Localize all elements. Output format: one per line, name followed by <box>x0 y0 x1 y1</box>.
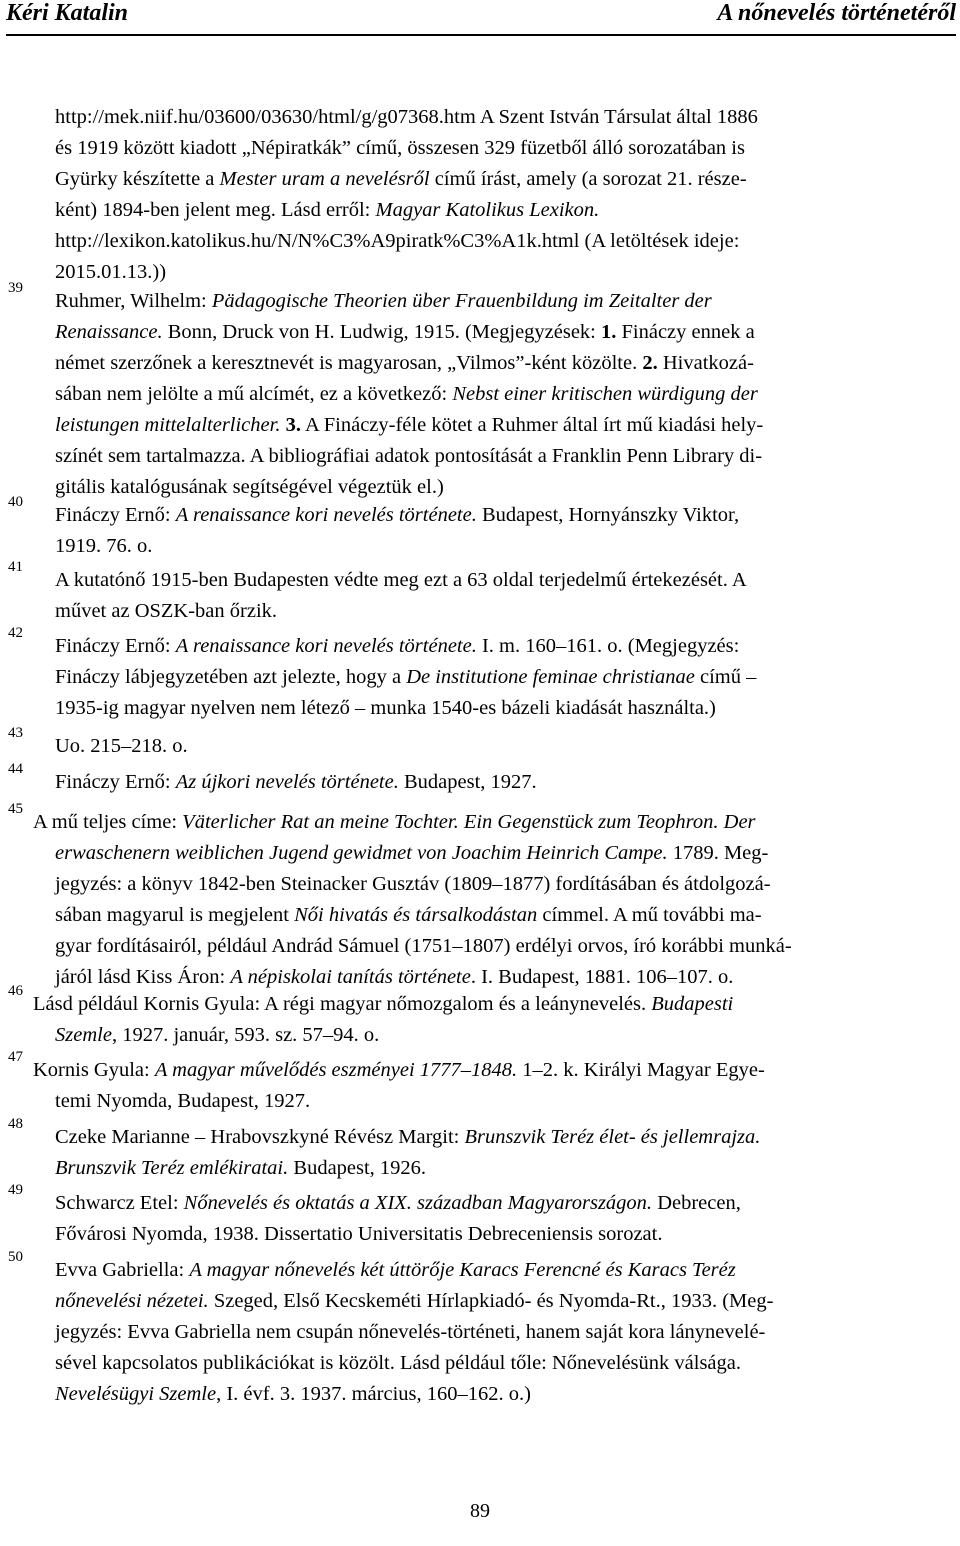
italic-title: A magyar nőnevelés két úttörője Karacs Ferencné és Karacs Teréz <box>189 1259 736 1281</box>
italic-title: Szemle <box>55 1024 112 1046</box>
footnote-line <box>55 1219 937 1250</box>
footnote-line <box>55 286 937 317</box>
footnote-line <box>55 631 937 662</box>
text-run: 2015.01.13.)) <box>55 261 167 283</box>
italic-title: Brunszvik Teréz élet- és jellemrajza. <box>464 1126 761 1148</box>
header-author: Kéri Katalin <box>6 0 129 26</box>
footnote-number: 48 <box>8 1116 23 1132</box>
footnote-line <box>55 596 937 627</box>
text-run: Kornis Gyula: <box>33 1059 155 1081</box>
italic-title: Renaissance. <box>55 321 163 343</box>
footnote-number: 47 <box>8 1049 23 1065</box>
footnote-line <box>55 1379 937 1410</box>
text-run: gitális katalógusának segítségével végeztük el.) <box>55 476 444 498</box>
text-run: A mű teljes címe: <box>33 811 183 833</box>
italic-title: erwaschenern weiblichen Jugend gewidmet von Joachim Heinrich Campe. <box>55 842 668 864</box>
footnote-line <box>55 1255 937 1286</box>
text-run: , I. évf. 3. 1937. március, 160–162. o.) <box>216 1383 531 1405</box>
footnote-line <box>55 1188 937 1219</box>
footnote-number: 45 <box>8 801 23 817</box>
italic-title: Nőnevelés és oktatás a XIX. században Magyarországon. <box>183 1192 653 1214</box>
running-header <box>6 0 956 40</box>
text-run: színét sem tartalmazza. A bibliográfiai adatok pontosítását a Franklin Penn Library di- <box>55 445 763 467</box>
footnote-number: 46 <box>8 983 23 999</box>
italic-title: nőnevelési nézetei. <box>55 1290 209 1312</box>
text-run: A Fináczy-féle kötet a Ruhmer által írt mű kiadási hely- <box>300 414 764 436</box>
text-run: . I. Budapest, 1881. 106–107. o. <box>470 966 734 988</box>
footnote-line <box>55 693 937 724</box>
footnote-line <box>55 731 937 762</box>
text-run: Evva Gabriella: <box>55 1259 190 1281</box>
footnote-line <box>55 931 937 962</box>
text-run: művet az OSZK-ban őrzik. <box>55 600 278 622</box>
italic-title: Mester uram a nevelésről <box>219 168 430 190</box>
text-run: Fővárosi Nyomda, 1938. Dissertatio Universitatis Debreceniensis sorozat. <box>55 1223 663 1245</box>
footnote-line <box>33 989 937 1020</box>
text-run: című írást, amely (a sorozat 21. része- <box>429 168 747 190</box>
footnote-number: 50 <box>8 1249 23 1265</box>
footnote-line <box>55 441 937 472</box>
text-run: 3. <box>285 414 301 436</box>
italic-title: A renaissance kori nevelés története. <box>175 635 477 657</box>
footnote-line <box>55 102 937 133</box>
text-run: Lásd például Kornis Gyula: A régi magyar nőmozgalom és a leánynevelés. <box>33 993 652 1015</box>
text-run: Hivatkozá- <box>657 352 754 374</box>
footnote-line <box>55 1317 937 1348</box>
footnote-number: 43 <box>8 725 23 741</box>
text-run: sában magyarul is megjelent <box>55 904 295 926</box>
text-run: Ruhmer, Wilhelm: <box>55 290 212 312</box>
text-run: A kutatónő 1915-ben Budapesten védte meg ezt a 63 oldal terjedelmű értekezését. A <box>55 569 747 591</box>
text-run: 1935-ig magyar nyelven nem létező – munka 1540-es bázeli kiadását használta.) <box>55 697 716 719</box>
header-title: A nőnevelés történetéről <box>717 0 956 26</box>
text-run: Fináczy Ernő: <box>55 504 176 526</box>
text-run: Gyürky készítette a <box>55 168 220 190</box>
footnote-line <box>55 662 937 693</box>
footnote-line <box>55 900 937 931</box>
footnote-number: 42 <box>8 625 23 641</box>
italic-title: leistungen mittelalterlicher. <box>55 414 281 436</box>
footnote-line <box>55 348 937 379</box>
text-run: Fináczy Ernő: <box>55 635 176 657</box>
footnote-line <box>55 257 937 288</box>
text-run: Czeke Marianne – Hrabovszkyné Révész Margit: <box>55 1126 465 1148</box>
text-run: I. m. 160–161. o. (Megjegyzés: <box>476 635 740 657</box>
footnote-line <box>55 1086 937 1117</box>
italic-title: De institutione feminae christianae <box>406 666 695 688</box>
footnote-number: 44 <box>8 761 23 777</box>
text-run: sában nem jelölte a mű alcímét, ez a következő: <box>55 383 453 405</box>
italic-title: Női hivatás és társalkodástan <box>294 904 538 926</box>
footnote-line <box>55 226 937 257</box>
text-run: gyar fordításairól, például Andrád Sámuel (1751–1807) erdélyi orvos, író korábbi munká- <box>55 935 792 957</box>
text-run: német szerzőnek a keresztnevét is magyarosan, „Vilmos”-ként közölte. <box>55 352 643 374</box>
text-run: temi Nyomda, Budapest, 1927. <box>55 1090 311 1112</box>
text-run: 2. <box>642 352 658 374</box>
footnote-line <box>55 1286 937 1317</box>
text-run: 1. <box>601 321 617 343</box>
italic-title: Az újkori nevelés története. <box>175 771 399 793</box>
footnote-line <box>55 1020 937 1051</box>
footnote-line <box>55 379 937 410</box>
footnote-line <box>55 869 937 900</box>
italic-title: A magyar művelődés eszményei 1777–1848. <box>154 1059 518 1081</box>
text-run: Uo. 215–218. o. <box>55 735 188 757</box>
text-run: 1919. 76. o. <box>55 535 153 557</box>
footnote-line <box>55 838 937 869</box>
text-run: és 1919 között kiadott „Népiratkák” című, összesen 329 füzetből álló sorozatában is <box>55 137 745 159</box>
text-run: http://lexikon.katolikus.hu/N/N%C3%A9piratk%C3%A1k.html (A letöltések ideje: <box>55 230 740 252</box>
footnote-number: 49 <box>8 1182 23 1198</box>
text-run: 1–2. k. Királyi Magyar Egye- <box>517 1059 765 1081</box>
footnote-line <box>55 1153 937 1184</box>
text-run: Bonn, Druck von H. Ludwig, 1915. (Megjegyzések: <box>162 321 602 343</box>
text-run: Szeged, Első Kecskeméti Hírlapkiadó- és Nyomda-Rt., 1933. (Meg- <box>208 1290 774 1312</box>
footnote-line <box>55 1122 937 1153</box>
page-number: 89 <box>470 1500 490 1522</box>
footnote-line <box>55 195 937 226</box>
footnote-line <box>55 1348 937 1379</box>
footnote-number: 40 <box>8 494 23 510</box>
footnote-line <box>55 317 937 348</box>
footnote-line <box>33 1055 937 1086</box>
text-run: Debrecen, <box>652 1192 741 1214</box>
text-run: sével kapcsolatos publikációkat is közölt. Lásd például tőle: Nőnevelésünk válsága. <box>55 1352 741 1374</box>
footnote-line <box>55 767 937 798</box>
text-run: http://mek.niif.hu/03600/03630/html/g/g07368.htm A Szent István Társulat által 1886 <box>55 106 758 128</box>
text-run: , 1927. január, 593. sz. 57–94. o. <box>111 1024 380 1046</box>
footnote-number: 41 <box>8 559 23 575</box>
text-run: járól lásd Kiss Áron: <box>55 966 231 988</box>
italic-title: Budapesti <box>651 993 734 1015</box>
italic-title: Brunszvik Teréz emlékiratai. <box>55 1157 289 1179</box>
footnote-line <box>55 565 937 596</box>
text-run: Budapest, 1926. <box>288 1157 427 1179</box>
italic-title: Nevelésügyi Szemle <box>55 1383 217 1405</box>
footnote-line <box>55 531 937 562</box>
text-run: ként) 1894-ben jelent meg. Lásd erről: <box>55 199 376 221</box>
italic-title: Väterlicher Rat an meine Tochter. Ein Gegenstück zum Teophron. Der <box>182 811 756 833</box>
footnote-line <box>55 133 937 164</box>
footnote-line <box>55 410 937 441</box>
text-run: 1789. Meg- <box>667 842 769 864</box>
text-run: Budapest, Hornyánszky Viktor, <box>476 504 740 526</box>
text-run: jegyzés: Evva Gabriella nem csupán nőnevelés-történeti, hanem saját kora lánynevelé- <box>55 1321 766 1343</box>
text-run: címmel. A mű további ma- <box>537 904 762 926</box>
text-run: Fináczy lábjegyzetében azt jelezte, hogy a <box>55 666 407 688</box>
italic-title: Magyar Katolikus Lexikon. <box>375 199 600 221</box>
footnote-line <box>33 807 937 838</box>
footnote-line <box>55 472 937 503</box>
text-run: jegyzés: a könyv 1842-ben Steinacker Gusztáv (1809–1877) fordításában és átdolgozá- <box>55 873 771 895</box>
footnote-number: 39 <box>8 280 23 296</box>
header-rule <box>6 34 956 36</box>
text-run: Budapest, 1927. <box>398 771 537 793</box>
italic-title: Pädagogische Theorien über Frauenbildung im Zeitalter der <box>211 290 712 312</box>
text-run: című – <box>694 666 757 688</box>
italic-title: A népiskolai tanítás története <box>230 966 471 988</box>
text-run: Fináczy ennek a <box>616 321 755 343</box>
footnote-line <box>55 164 937 195</box>
footnote-line <box>55 500 937 531</box>
italic-title: Nebst einer kritischen würdigung der <box>452 383 758 405</box>
text-run: Schwarcz Etel: <box>55 1192 184 1214</box>
italic-title: A renaissance kori nevelés története. <box>175 504 477 526</box>
text-run: Fináczy Ernő: <box>55 771 176 793</box>
